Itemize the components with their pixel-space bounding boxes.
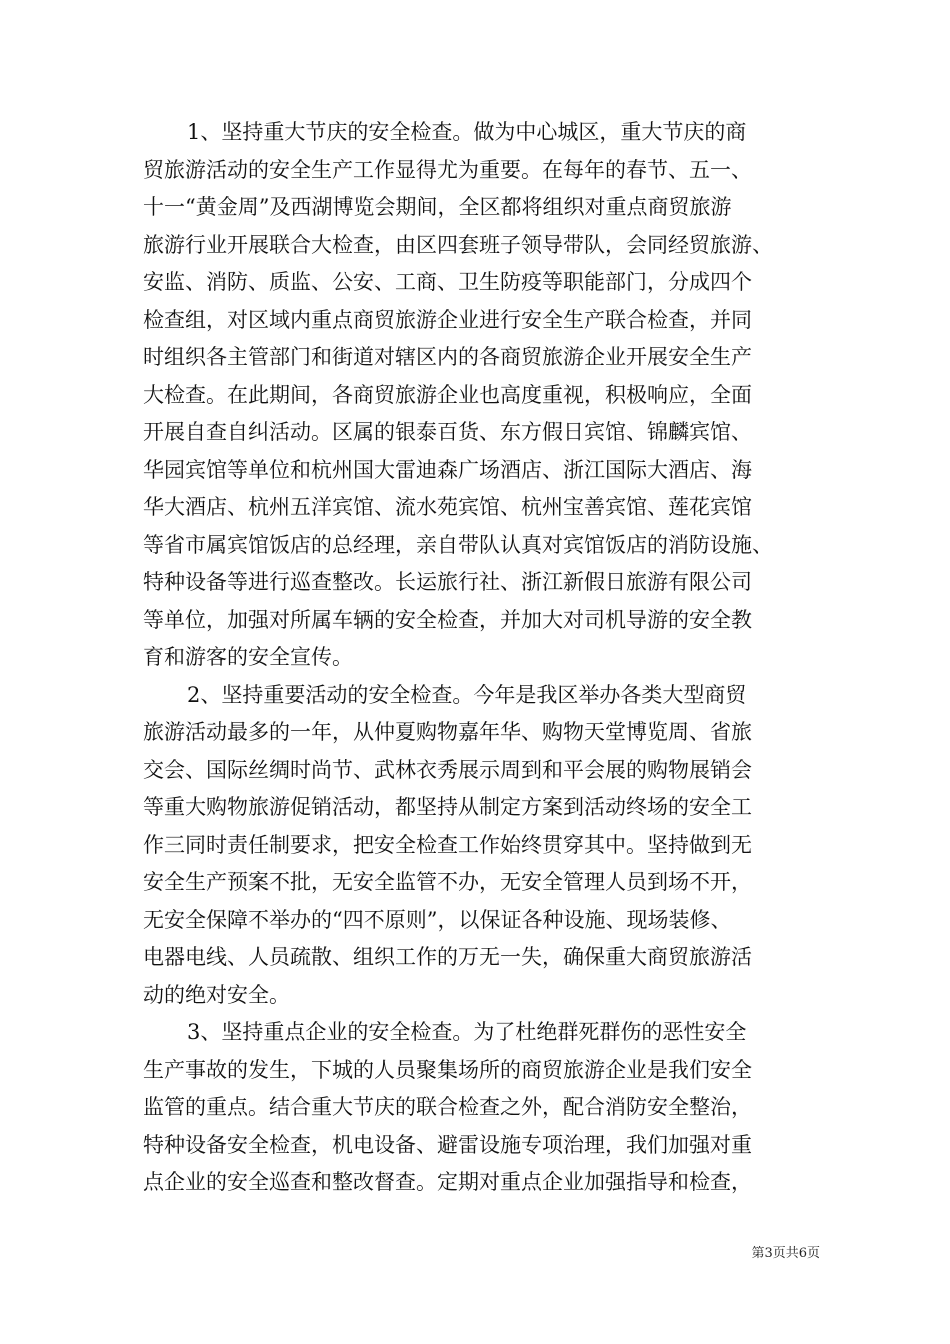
paragraph-1-line-3: 十一“黄金周”及西湖博览会期间，全区都将组织对重点商贸旅游 <box>143 195 732 219</box>
paragraph-1-line-11: 华大酒店、杭州五洋宾馆、流水苑宾馆、杭州宝善宾馆、莲花宾馆 <box>143 495 752 519</box>
paragraph-2-line-5: 作三同时责任制要求，把安全检查工作始终贯穿其中。坚持做到无 <box>143 832 752 857</box>
paragraph-1-line-7: 时组织各主管部门和街道对辖区内的各商贸旅游企业开展安全生产 <box>143 345 752 369</box>
paragraph-3-line-4: 特种设备安全检查，机电设备、避雷设施专项治理，我们加强对重 <box>143 1132 752 1157</box>
paragraph-3-line-5: 点企业的安全巡查和整改督查。定期对重点企业加强指导和检查， <box>143 1170 752 1194</box>
paragraph-2-line-2: 旅游活动最多的一年，从仲夏购物嘉年华、购物天堂博览周、省旅 <box>143 720 752 744</box>
paragraph-2-line-7: 无安全保障不举办的“四不原则”，以保证各种设施、现场装修、 <box>143 907 732 932</box>
paragraph-1-line-8: 大检查。在此期间，各商贸旅游企业也高度重视，积极响应，全面 <box>143 382 752 407</box>
paragraph-1-line-12: 等省市属宾馆饭店的总经理，亲自带队认真对宾馆饭店的消防设施、 <box>143 532 773 557</box>
paragraph-2-line-4: 等重大购物旅游促销活动，都坚持从制定方案到活动终场的安全工 <box>143 795 752 819</box>
paragraph-2-line-6: 安全生产预案不批，无安全监管不办，无安全管理人员到场不开， <box>143 870 752 894</box>
document-body <box>143 114 843 1202</box>
paragraph-2-line-8: 电器电线、人员疏散、组织工作的万无一失，确保重大商贸旅游活 <box>143 945 752 969</box>
paragraph-1-line-13: 特种设备等进行巡查整改。长运旅行社、浙江新假日旅游有限公司 <box>143 570 752 594</box>
paragraph-2-line-3: 交会、国际丝绸时尚节、武林衣秀展示周到和平会展的购物展销会 <box>143 757 752 782</box>
page-number-footer: 第3页共6页 <box>751 1246 820 1261</box>
paragraph-1-line-1: 1、坚持重大节庆的安全检查。做为中心城区，重大节庆的商 <box>187 120 747 144</box>
paragraph-3-line-2: 生产事故的发生，下城的人员聚集场所的商贸旅游企业是我们安全 <box>143 1057 752 1082</box>
paragraph-1-line-10: 华园宾馆等单位和杭州国大雷迪森广场酒店、浙江国际大酒店、海 <box>143 457 752 482</box>
paragraph-1-line-5: 安监、消防、质监、公安、工商、卫生防疫等职能部门，分成四个 <box>143 270 752 294</box>
paragraph-1-line-6: 检查组，对区域内重点商贸旅游企业进行安全生产联合检查，并同 <box>143 307 752 332</box>
paragraph-1-line-4: 旅游行业开展联合大检查，由区四套班子领导带队，会同经贸旅游、 <box>143 232 773 257</box>
paragraph-1-line-15: 育和游客的安全宣传。 <box>143 645 353 669</box>
paragraph-2-line-1: 2、坚持重要活动的安全检查。今年是我区举办各类大型商贸 <box>187 682 747 707</box>
paragraph-3-line-3: 监管的重点。结合重大节庆的联合检查之外，配合消防安全整治， <box>143 1095 752 1119</box>
paragraph-1-line-2: 贸旅游活动的安全生产工作显得尤为重要。在每年的春节、五一、 <box>143 157 752 182</box>
paragraph-2-line-9: 动的绝对安全。 <box>143 982 290 1007</box>
paragraph-1-line-14: 等单位，加强对所属车辆的安全检查，并加大对司机导游的安全教 <box>143 607 752 632</box>
paragraph-1-line-9: 开展自查自纠活动。区属的银泰百货、东方假日宾馆、锦麟宾馆、 <box>143 420 752 444</box>
paragraph-3-line-1: 3、坚持重点企业的安全检查。为了杜绝群死群伤的恶性安全 <box>187 1020 747 1044</box>
